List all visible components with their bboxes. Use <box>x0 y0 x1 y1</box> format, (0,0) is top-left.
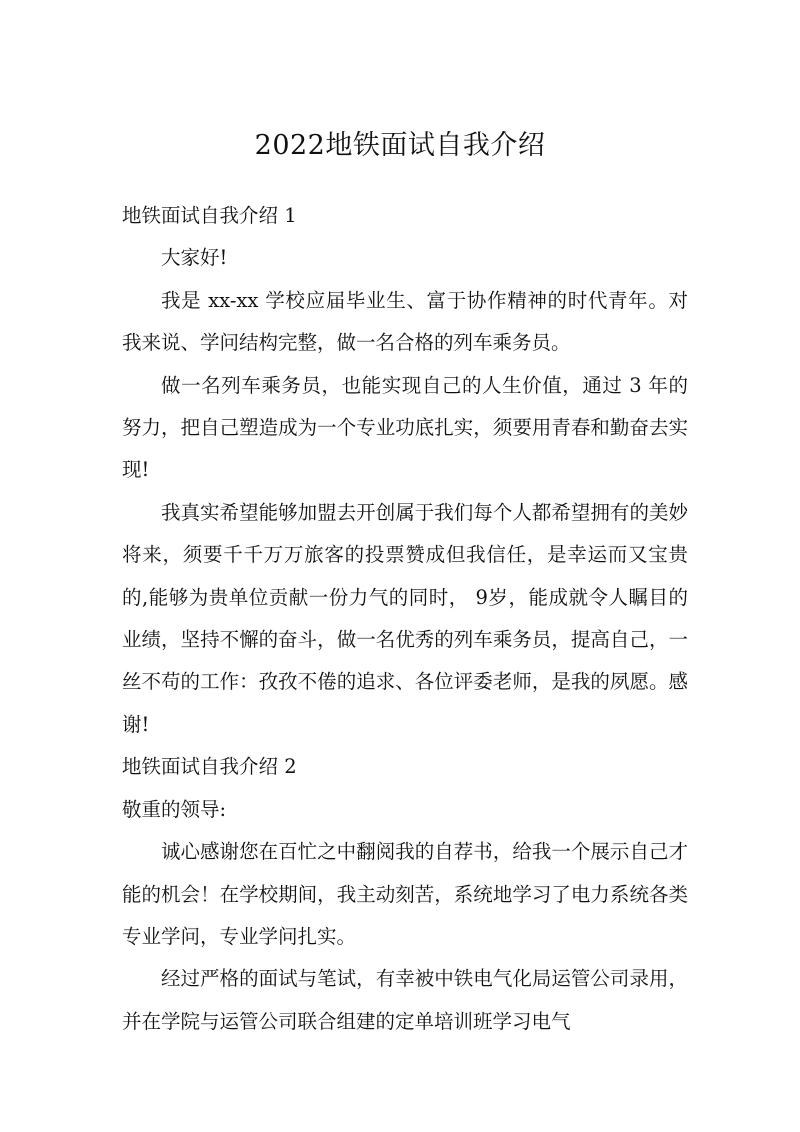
paragraph: 诚心感谢您在百忙之中翻阅我的自荐书，给我一个展示自己才能的机会！在学校期间，我主动刻苦，系统地学习了电力系统各类专业学问，专业学问扎实。 <box>122 840 688 948</box>
greeting: 大家好! <box>161 246 228 270</box>
document-body <box>122 195 688 1043</box>
paragraph: 我是 xx-xx 学校应届毕业生、富于协作精神的时代青年。对我来说、学问结构完整，做一名合格的列车乘务员。 <box>122 288 688 355</box>
document-title: 2022地铁面试自我介绍 <box>254 130 546 161</box>
paragraph: 做一名列车乘务员，也能实现自己的人生价值，通过 3 年的努力，把自己塑造成为一个专业功底扎实，须要用青春和勤奋去实现! <box>122 373 688 482</box>
paragraph: 经过严格的面试与笔试，有幸被中铁电气化局运管公司录用，并在学院与运管公司联合组建的定单培训班学习电气 <box>122 967 688 1033</box>
salutation: 敬重的领导: <box>122 797 227 821</box>
section-heading-2: 地铁面试自我介绍 2 <box>122 755 297 779</box>
section-heading-1: 地铁面试自我介绍 1 <box>122 204 297 227</box>
paragraph: 我真实希望能够加盟去开创属于我们每个人都希望拥有的美妙将来，须要千千万万旅客的投票赞成但我信任，是幸运而又宝贵的,能够为贵单位贡献一份力气的同时， 9岁，能成就令人瞩目的业绩，坚持不懈的奋斗，做一名优秀的列车乘务员，提高自己，一丝不苟的工作：孜孜不倦的追求、各位评委老师，是我的夙愿。感谢! <box>122 500 688 736</box>
